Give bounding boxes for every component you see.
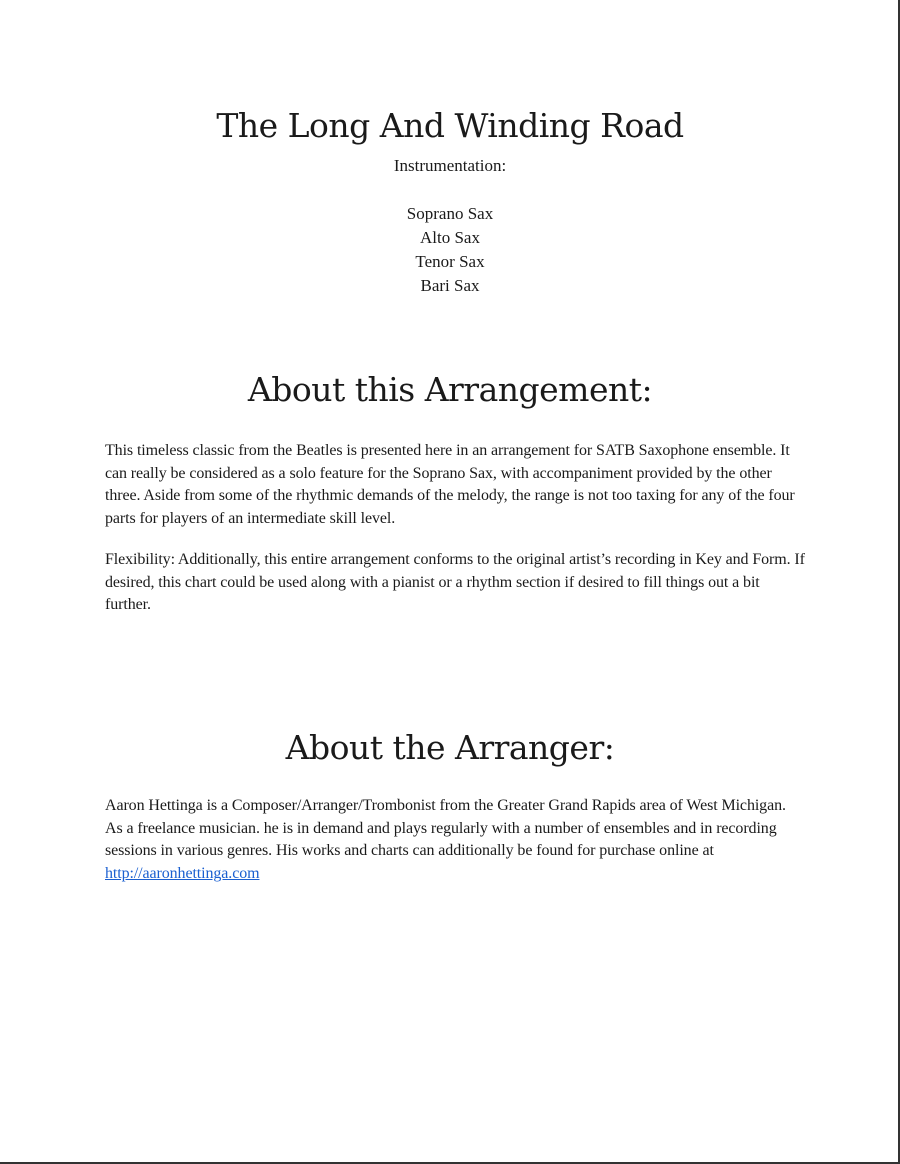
about-arranger-heading: About the Arranger: bbox=[285, 728, 615, 767]
instrument-item: Soprano Sax bbox=[406, 204, 494, 223]
document-title: The Long And Winding Road bbox=[216, 106, 684, 145]
flexibility-paragraph: Flexibility: Additionally, this entire arrangement conforms to the original artist’s recording in Key and Form. If desired, this chart could be used along with a pianist or a rhythm section if desired to fill things out a bit further. bbox=[105, 551, 805, 613]
instrument-list bbox=[0, 202, 900, 298]
arranger-text: Aaron Hettinga is a Composer/Arranger/Trombonist from the Greater Grand Rapids area of West Michigan. As a freelance musician. he is in demand and plays regularly with a number of ensembles and in recording sessions in various genres. His works and charts can additionally be found for purchase online at bbox=[105, 797, 786, 859]
arrangement-paragraph: This timeless classic from the Beatles is presented here in an arrangement for SATB Saxophone ensemble. It can really be considered as a solo feature for the Soprano Sax, with accompaniment provided by the other three. Aside from some of the rhythmic demands of the melody, the range is not too taxing for any of the four parts for players of an intermediate skill level. bbox=[105, 442, 795, 527]
instrument-item: Bari Sax bbox=[420, 276, 480, 295]
arranger-paragraph bbox=[105, 795, 805, 885]
instrumentation-label: Instrumentation: bbox=[393, 156, 507, 175]
instrument-item: Alto Sax bbox=[420, 228, 480, 247]
instrument-item: Tenor Sax bbox=[415, 252, 485, 271]
arranger-website-link[interactable]: http://aaronhettinga.com bbox=[105, 864, 260, 882]
about-arrangement-heading: About this Arrangement: bbox=[247, 370, 653, 409]
